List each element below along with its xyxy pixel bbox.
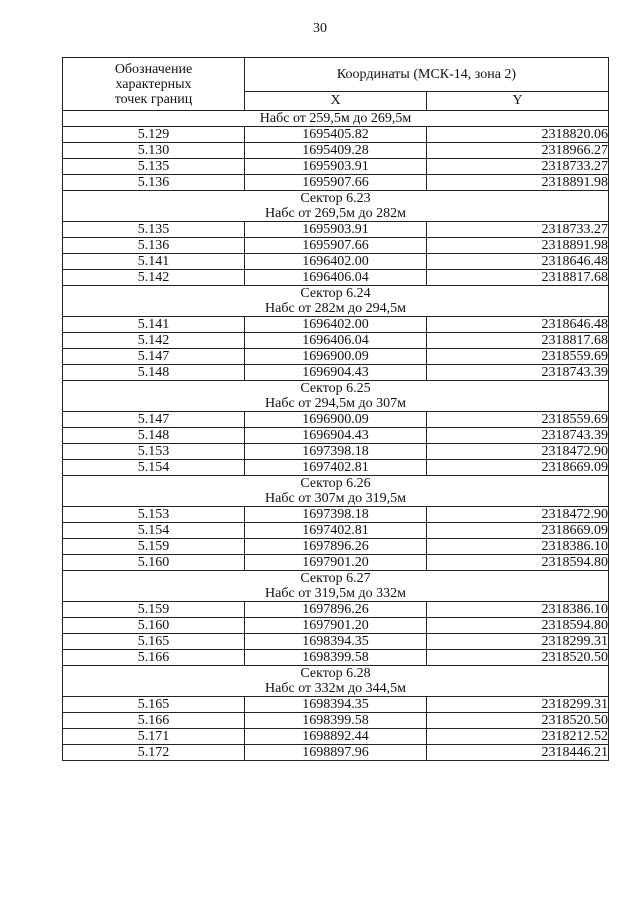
table-row — [63, 745, 609, 761]
table-row — [63, 444, 609, 460]
point-id: 5.171 — [63, 729, 245, 745]
section-header — [63, 191, 609, 222]
table-row — [63, 254, 609, 270]
sector-title: Сектор 6.23 — [300, 191, 371, 206]
y-coordinate: 2318743.39 — [427, 428, 609, 444]
point-id: 5.172 — [63, 745, 245, 761]
y-coordinate: 2318669.09 — [427, 460, 609, 476]
point-id: 5.136 — [63, 238, 245, 254]
x-coordinate: 1696900.09 — [245, 349, 427, 365]
table-header — [63, 58, 609, 111]
table-row — [63, 507, 609, 523]
point-id: 5.153 — [63, 444, 245, 460]
point-id: 5.165 — [63, 634, 245, 650]
section-header-row — [63, 381, 609, 412]
table-row — [63, 634, 609, 650]
x-coordinate: 1695405.82 — [245, 127, 427, 143]
x-coordinate: 1698394.35 — [245, 634, 427, 650]
table-row — [63, 650, 609, 666]
section-header-row — [63, 571, 609, 602]
sector-title: Сектор 6.27 — [300, 571, 371, 586]
x-coordinate: 1695409.28 — [245, 143, 427, 159]
elevation-range: Набс от 294,5м до 307м — [265, 396, 406, 411]
table-body — [63, 111, 609, 761]
table-row — [63, 270, 609, 286]
table-row — [63, 222, 609, 238]
y-coordinate: 2318594.80 — [427, 555, 609, 571]
elevation-range: Набс от 282м до 294,5м — [265, 301, 406, 316]
point-id: 5.141 — [63, 254, 245, 270]
x-coordinate: 1697398.18 — [245, 444, 427, 460]
table-row — [63, 412, 609, 428]
y-coordinate: 2318891.98 — [427, 238, 609, 254]
x-coordinate: 1696402.00 — [245, 254, 427, 270]
table-row — [63, 729, 609, 745]
section-header — [63, 381, 609, 412]
elevation-range: Набс от 319,5м до 332м — [265, 586, 406, 601]
point-id: 5.166 — [63, 713, 245, 729]
x-coordinate: 1698399.58 — [245, 713, 427, 729]
table-row — [63, 365, 609, 381]
elevation-range: Набс от 259,5м до 269,5м — [259, 111, 412, 126]
designation-header-line: точек границ — [114, 91, 193, 107]
y-coordinate: 2318733.27 — [427, 159, 609, 175]
sector-title: Сектор 6.24 — [300, 286, 371, 301]
x-coordinate: 1695907.66 — [245, 175, 427, 191]
y-coordinate: 2318646.48 — [427, 317, 609, 333]
table-row — [63, 555, 609, 571]
point-id: 5.147 — [63, 349, 245, 365]
point-id: 5.135 — [63, 222, 245, 238]
y-coordinate: 2318891.98 — [427, 175, 609, 191]
y-coordinate: 2318212.52 — [427, 729, 609, 745]
y-coordinate: 2318472.90 — [427, 444, 609, 460]
x-coordinate: 1695903.91 — [245, 222, 427, 238]
point-id: 5.136 — [63, 175, 245, 191]
section-header — [63, 476, 609, 507]
y-coordinate: 2318386.10 — [427, 602, 609, 618]
sector-title: Сектор 6.26 — [300, 476, 371, 491]
point-id: 5.166 — [63, 650, 245, 666]
y-coordinate: 2318559.69 — [427, 349, 609, 365]
coordinates-header: Координаты (МСК-14, зона 2) — [245, 58, 609, 92]
point-id: 5.135 — [63, 159, 245, 175]
y-coordinate: 2318386.10 — [427, 539, 609, 555]
table-row — [63, 697, 609, 713]
x-coordinate: 1697896.26 — [245, 539, 427, 555]
section-header-row — [63, 476, 609, 507]
table-row — [63, 159, 609, 175]
y-coordinate: 2318520.50 — [427, 713, 609, 729]
y-coordinate: 2318820.06 — [427, 127, 609, 143]
y-coordinate: 2318817.68 — [427, 270, 609, 286]
y-coordinate: 2318743.39 — [427, 365, 609, 381]
x-coordinate: 1697398.18 — [245, 507, 427, 523]
table-row — [63, 713, 609, 729]
y-header: Y — [427, 91, 609, 110]
x-coordinate: 1698394.35 — [245, 697, 427, 713]
page-number: 30 — [313, 21, 327, 36]
table-row — [63, 317, 609, 333]
x-coordinate: 1696402.00 — [245, 317, 427, 333]
point-id: 5.148 — [63, 365, 245, 381]
section-header — [63, 666, 609, 697]
y-coordinate: 2318520.50 — [427, 650, 609, 666]
y-coordinate: 2318559.69 — [427, 412, 609, 428]
point-id: 5.141 — [63, 317, 245, 333]
x-coordinate: 1696406.04 — [245, 333, 427, 349]
header-row — [63, 58, 609, 92]
designation-header-line: характерных — [115, 76, 192, 92]
designation-header-line: Обозначение — [114, 61, 193, 77]
table-row — [63, 349, 609, 365]
table-row — [63, 143, 609, 159]
x-coordinate: 1697402.81 — [245, 523, 427, 539]
x-coordinate: 1696904.43 — [245, 365, 427, 381]
table-row — [63, 238, 609, 254]
x-header: X — [245, 91, 427, 110]
point-id: 5.160 — [63, 555, 245, 571]
y-coordinate: 2318817.68 — [427, 333, 609, 349]
x-coordinate: 1698399.58 — [245, 650, 427, 666]
x-coordinate: 1695903.91 — [245, 159, 427, 175]
section-header — [63, 571, 609, 602]
x-coordinate: 1695907.66 — [245, 238, 427, 254]
point-id: 5.147 — [63, 412, 245, 428]
x-coordinate: 1698892.44 — [245, 729, 427, 745]
y-coordinate: 2318966.27 — [427, 143, 609, 159]
point-id: 5.165 — [63, 697, 245, 713]
point-id: 5.142 — [63, 270, 245, 286]
point-id: 5.130 — [63, 143, 245, 159]
point-id: 5.154 — [63, 523, 245, 539]
point-id: 5.159 — [63, 602, 245, 618]
table-row — [63, 618, 609, 634]
elevation-range: Набс от 269,5м до 282м — [265, 206, 406, 221]
x-coordinate: 1698897.96 — [245, 745, 427, 761]
y-coordinate: 2318299.31 — [427, 634, 609, 650]
elevation-range: Набс от 307м до 319,5м — [265, 491, 406, 506]
table-row — [63, 602, 609, 618]
y-coordinate: 2318472.90 — [427, 507, 609, 523]
coordinates-table — [62, 57, 609, 761]
sector-title: Сектор 6.28 — [300, 666, 371, 681]
section-header — [63, 286, 609, 317]
table-row — [63, 539, 609, 555]
table-row — [63, 428, 609, 444]
section-header — [63, 111, 609, 127]
table-row — [63, 460, 609, 476]
section-header-row — [63, 111, 609, 127]
x-coordinate: 1697896.26 — [245, 602, 427, 618]
sector-title: Сектор 6.25 — [300, 381, 371, 396]
y-coordinate: 2318299.31 — [427, 697, 609, 713]
y-coordinate: 2318733.27 — [427, 222, 609, 238]
x-coordinate: 1697402.81 — [245, 460, 427, 476]
table-row — [63, 333, 609, 349]
y-coordinate: 2318594.80 — [427, 618, 609, 634]
x-coordinate: 1696406.04 — [245, 270, 427, 286]
elevation-range: Набс от 332м до 344,5м — [265, 681, 406, 696]
section-header-row — [63, 191, 609, 222]
point-id: 5.159 — [63, 539, 245, 555]
x-coordinate: 1697901.20 — [245, 618, 427, 634]
point-id: 5.154 — [63, 460, 245, 476]
point-id: 5.153 — [63, 507, 245, 523]
table-row — [63, 523, 609, 539]
y-coordinate: 2318669.09 — [427, 523, 609, 539]
x-coordinate: 1696900.09 — [245, 412, 427, 428]
table-row — [63, 127, 609, 143]
point-id: 5.142 — [63, 333, 245, 349]
point-id: 5.129 — [63, 127, 245, 143]
x-coordinate: 1696904.43 — [245, 428, 427, 444]
section-header-row — [63, 286, 609, 317]
point-id: 5.160 — [63, 618, 245, 634]
point-id: 5.148 — [63, 428, 245, 444]
designation-header — [63, 58, 245, 111]
x-coordinate: 1697901.20 — [245, 555, 427, 571]
y-coordinate: 2318446.21 — [427, 745, 609, 761]
table-row — [63, 175, 609, 191]
section-header-row — [63, 666, 609, 697]
y-coordinate: 2318646.48 — [427, 254, 609, 270]
